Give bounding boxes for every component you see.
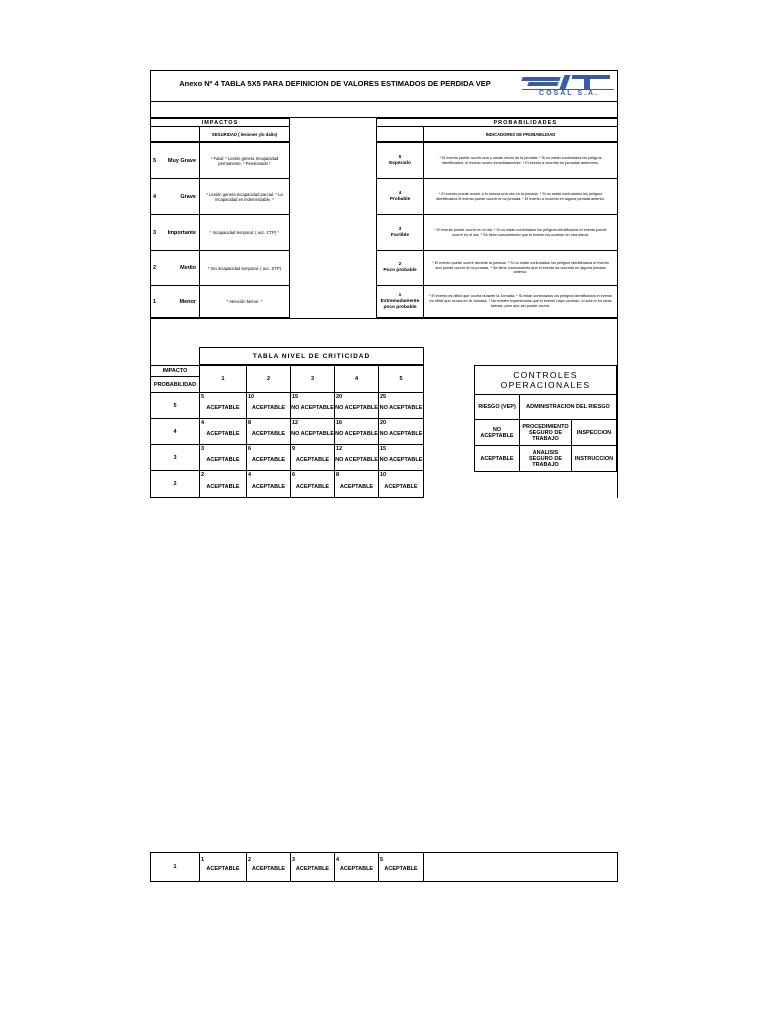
criticidad-cell <box>246 418 291 445</box>
probabilidad-level-2 <box>376 250 424 286</box>
criticidad-col-4: 4 <box>334 365 379 393</box>
criticidad-value: 20 <box>380 420 387 426</box>
controles-admin-header: ADMINISTRACION DEL RIESGO <box>519 394 617 420</box>
criticidad-status: ACEPTABLE <box>384 483 418 490</box>
criticidad-cell <box>334 470 379 498</box>
criticidad-title: TABLA NIVEL DE CRITICIDAD <box>199 347 424 365</box>
probabilidad-label-cell <box>377 251 423 285</box>
criticidad-value: 12 <box>336 446 343 452</box>
criticidad-status: ACEPTABLE <box>251 431 286 437</box>
criticidad-cell <box>246 470 291 498</box>
criticidad-status: ACEPTABLE <box>206 866 240 872</box>
criticidad-value: 2 <box>248 857 252 863</box>
controles-procedimiento: PROCEDIMIENTO SEGURO DE TRABAJO <box>519 419 572 446</box>
impacto-name: Muy Grave <box>167 157 196 164</box>
criticidad-value: 16 <box>336 420 343 426</box>
criticidad-value: 6 <box>292 472 296 478</box>
controles-riesgo-header: RIESGO (VEP) <box>474 394 520 420</box>
criticidad-status: ACEPTABLE <box>206 431 240 437</box>
probabilidad-num: 4 <box>398 190 402 196</box>
criticidad-value: 25 <box>380 394 387 400</box>
criticidad-status: ACEPTABLE <box>251 457 286 463</box>
criticidad-status: ACEPTABLE <box>339 866 374 872</box>
probabilidades-subheader: INDICADORES DE PROBABILIDAD <box>423 126 618 142</box>
criticidad-status: ACEPTABLE <box>295 483 330 490</box>
criticidad-cell <box>290 418 335 445</box>
criticidad-status: ACEPTABLE <box>295 866 330 872</box>
criticidad-cell <box>199 418 247 445</box>
criticidad-cell <box>290 852 335 882</box>
criticidad-cell <box>290 444 335 471</box>
probabilidad-label: PROBABILIDAD <box>150 376 200 393</box>
controles-procedimiento: ANALISIS SEGURO DE TRABAJO <box>519 445 572 472</box>
criticidad-value: 5 <box>380 857 384 863</box>
criticidad-row-label: 3 <box>150 444 200 471</box>
criticidad-value: 5 <box>201 394 205 400</box>
page-title: Anexo Nº 4 TABLA 5X5 PARA DEFINICION DE VALORES ESTIMADOS DE PERDIDA VEP <box>179 78 491 88</box>
criticidad-cell <box>378 418 424 445</box>
impacto-level-4 <box>150 178 200 215</box>
probabilidades-title: PROBABILIDADES <box>376 118 618 127</box>
impacto-num: 5 <box>153 157 157 164</box>
criticidad-value: 20 <box>336 394 343 400</box>
probabilidad-name: Esperado <box>389 160 411 166</box>
impacto-desc: * Lesión genera Incapacidad parcial. * La incapacidad es indeminizable. * <box>199 178 290 215</box>
criticidad-col-5: 5 <box>378 365 424 393</box>
criticidad-cell <box>290 470 335 498</box>
probabilidad-label-cell <box>377 215 423 250</box>
criticidad-row-label: 4 <box>150 418 200 445</box>
probabilidad-num: 5 <box>398 154 402 160</box>
criticidad-status: ACEPTABLE <box>384 866 418 872</box>
impacto-level-1 <box>150 285 200 318</box>
probabilidad-level-5 <box>376 142 424 179</box>
criticidad-cell <box>378 470 424 498</box>
probabilidad-num: 1 <box>398 292 402 298</box>
impacto-desc: * Sin incapacidad temporal. ( acc. STP) <box>199 250 290 286</box>
criticidad-col-1: 1 <box>199 365 247 393</box>
criticidad-value: 2 <box>201 472 205 478</box>
header-spacer <box>150 102 618 118</box>
criticidad-row-label: 2 <box>150 470 200 498</box>
impacto-level-5 <box>150 142 200 179</box>
controles-riesgo: ACEPTABLE <box>474 445 520 472</box>
impacto-desc: * Incapacidad temporal. ( acc. CTP) * <box>199 214 290 251</box>
criticidad-value: 4 <box>336 857 340 863</box>
probabilidad-name: Poco probable <box>383 268 417 273</box>
criticidad-value: 1 <box>201 857 205 863</box>
controles-accion: INSPECCION <box>571 419 617 446</box>
impacto-desc: * Fatal: * Lesión genera Incapacidad permanente. * Pensionado * <box>199 142 290 179</box>
criticidad-row-label: 1 <box>150 852 200 882</box>
impacto-num: 2 <box>153 265 157 271</box>
impacto-num: 4 <box>153 193 157 200</box>
criticidad-status: NO ACEPTABLE <box>379 457 423 463</box>
criticidad-status: ACEPTABLE <box>295 457 330 463</box>
criticidad-status: ACEPTABLE <box>251 405 286 411</box>
criticidad-cell <box>199 392 247 419</box>
probabilidad-desc: * El evento puede ocurrir a lo menos una vez en la jornada. * Si no están controlados los peligros identificados el evento puede ocurrir en la jornada. * El evento a ocurrido en alguna jornada anterior. <box>423 178 618 215</box>
bottom-empty-cell <box>423 852 618 882</box>
probabilidad-name: Factible <box>390 232 410 238</box>
probabilidad-desc: * El evento puede ocurrir una o varias veces en la jornada. * Si no están controlados los peligros identificados, el evento ocurre inmediatamente. * El evento a ocurrido en jornadas anteriores. <box>423 142 618 179</box>
criticidad-value: 8 <box>336 472 340 478</box>
criticidad-cell <box>199 470 247 498</box>
impacto-num: 1 <box>153 298 157 305</box>
criticidad-status: ACEPTABLE <box>206 483 240 490</box>
criticidad-status: NO ACEPTABLE <box>291 405 334 411</box>
criticidad-value: 15 <box>292 394 299 400</box>
criticidad-status: ACEPTABLE <box>251 483 286 490</box>
criticidad-value: 15 <box>380 446 387 452</box>
probabilidad-desc: * El evento es difícil que ocurra durante la Jornada. * Si están controlados los peligros identificados el evento es difícil que ocurra en la Jornada. * No existen experiencias que el evento haya ocurrido. lo sola m en otras faenas, pero aún así puede ocurrir. <box>423 285 618 318</box>
criticidad-value: 12 <box>292 420 299 426</box>
criticidad-cell <box>246 852 291 882</box>
criticidad-cell <box>246 444 291 471</box>
impacto-name: Medio <box>180 265 196 271</box>
impactos-title: IMPACTOS <box>150 118 290 127</box>
criticidad-cell <box>246 392 291 419</box>
criticidad-cell <box>334 418 379 445</box>
probabilidad-name: Probable <box>389 196 411 202</box>
probabilidad-level-3 <box>376 214 424 251</box>
criticidad-col-3: 3 <box>290 365 335 393</box>
controles-title: CONTROLES OPERACIONALES <box>474 365 617 395</box>
criticidad-value: 10 <box>248 394 255 400</box>
criticidad-cell <box>334 392 379 419</box>
probabilidad-label-cell <box>377 286 423 317</box>
criticidad-cell <box>334 444 379 471</box>
company-logo <box>520 71 617 101</box>
probabilidad-desc: * El evento puede ocurrir durante la jornada. * Si no están controlados los peligros identificados el evento aun puede ocurrir en la jornada. * Se tiene conocimiento que el evento ha ocurrido en alguna jornada anterior. <box>423 250 618 286</box>
criticidad-cell <box>378 444 424 471</box>
probabilidad-num: 3 <box>398 226 402 232</box>
criticidad-cell <box>378 852 424 882</box>
controles-riesgo: NO ACEPTABLE <box>474 419 520 446</box>
criticidad-cell <box>199 852 247 882</box>
criticidad-status: NO ACEPTABLE <box>335 405 378 411</box>
logo-text: COSAL S.A. <box>539 90 599 97</box>
criticidad-cell <box>378 392 424 419</box>
criticidad-cell <box>290 392 335 419</box>
criticidad-status: NO ACEPTABLE <box>291 431 334 437</box>
impacto-level-2 <box>150 250 200 286</box>
impacto-name: Menor <box>179 298 196 305</box>
criticidad-status: NO ACEPTABLE <box>379 405 423 411</box>
probabilidad-num: 2 <box>398 262 402 267</box>
criticidad-value: 9 <box>292 446 296 452</box>
impactos-subheader: SEGURIDAD ( lesiones y/o daño) <box>199 126 290 142</box>
impactos-blank <box>150 126 200 142</box>
probabilidad-level-1 <box>376 285 424 318</box>
impacto-level-3 <box>150 214 200 251</box>
impacto-desc: * Atención Menor. * <box>199 285 290 318</box>
criticidad-value: 3 <box>201 446 205 452</box>
criticidad-status: NO ACEPTABLE <box>335 431 378 437</box>
probabilidad-label-cell <box>377 179 423 214</box>
criticidad-value: 8 <box>248 420 252 426</box>
criticidad-value: 4 <box>201 420 205 426</box>
criticidad-status: ACEPTABLE <box>206 457 240 463</box>
criticidad-value: 6 <box>248 446 252 452</box>
probabilidad-name: Extremadamente poco probable <box>380 298 420 310</box>
impacto-label: IMPACTO <box>150 365 200 377</box>
controles-accion: INSTRUCCION <box>571 445 617 472</box>
probabilidad-level-4 <box>376 178 424 215</box>
criticidad-row-label: 5 <box>150 392 200 419</box>
impacto-name: Grave <box>180 193 196 200</box>
impacto-name: Importante <box>167 229 196 236</box>
criticidad-cell <box>334 852 379 882</box>
impacto-num: 3 <box>153 229 157 236</box>
probabilidad-desc: * El evento puede ocurrir en el día. * Si no están controlados los peligros identificados el evento puede ocurrir en el día. * Se tiene conocimiento que el evento ha ocurrido en otra faena. <box>423 214 618 251</box>
criticidad-status: ACEPTABLE <box>339 483 374 490</box>
criticidad-value: 4 <box>248 472 252 478</box>
criticidad-value: 10 <box>380 472 387 478</box>
criticidad-value: 3 <box>292 857 296 863</box>
criticidad-status: ACEPTABLE <box>251 866 286 872</box>
section-divider <box>150 318 618 319</box>
criticidad-col-2: 2 <box>246 365 291 393</box>
criticidad-status: NO ACEPTABLE <box>379 431 423 437</box>
probabilidades-blank <box>376 126 424 142</box>
criticidad-status: NO ACEPTABLE <box>335 457 378 463</box>
criticidad-cell <box>199 444 247 471</box>
probabilidad-label-cell <box>377 143 423 178</box>
criticidad-status: ACEPTABLE <box>206 405 240 411</box>
